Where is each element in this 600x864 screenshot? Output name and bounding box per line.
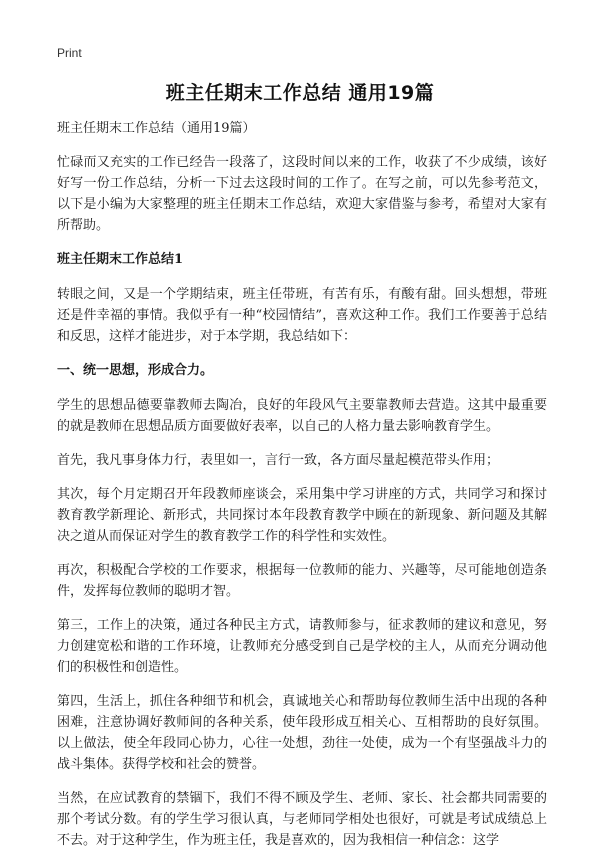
body-paragraph: 再次，积极配合学校的工作要求，根据每一位教师的能力、兴趣等，尽可能地创造条件，发挥每位教师的聪明才智。 (57, 563, 547, 599)
print-label[interactable]: Print (57, 46, 82, 60)
body-paragraph: 首先，我凡事身体力行，表里如一，言行一致，各方面尽量起模范带头作用； (57, 453, 500, 468)
section-title: 班主任期末工作总结1 (57, 252, 184, 267)
document-subtitle: 班主任期末工作总结（通用19篇） (57, 121, 256, 136)
body-paragraph: 当然，在应试教育的禁锢下，我们不得不顾及学生、老师、家长、社会都共同需要的那个考试分数。有的学生学习很认真，与老师同学相处也很好，可就是考试成绩总上不去。对于这种学生，作为班主任，我是喜欢的，因为我相信一种信念：这学 (57, 791, 547, 848)
body-paragraph: 第三，工作上的决策，通过各种民主方式，请教师参与，征求教师的建议和意见，努力创建宽松和谐的工作环境，让教师充分感受到自己是学校的主人，从而充分调动他们的积极性和创造性。 (57, 618, 547, 675)
document-body (57, 118, 547, 864)
document-title: 班主任期末工作总结 通用19篇 (165, 82, 435, 104)
body-paragraph: 第四，生活上，抓住各种细节和机会，真诚地关心和帮助每位教师生活中出现的各种困难，注意协调好教师间的各种关系，使年段形成互相关心、互相帮助的良好氛围。以上做法，使全年段同心协力，心往一处想，劲往一处使，成为一个有坚强战斗力的战斗集体。获得学校和社会的赞誉。 (57, 694, 547, 772)
intro-paragraph: 忙碌而又充实的工作已经告一段落了，这段时间以来的工作，收获了不少成绩，该好好写一份工作总结，分析一下过去这段时间的工作了。在写之前，可以先参考范文，以下是小编为大家整理的班主任期末工作总结，欢迎大家借鉴与参考，希望对大家有所帮助。 (57, 155, 547, 233)
body-paragraph: 学生的思想品德要靠教师去陶冶，良好的年段风气主要靠教师去营造。这其中最重要的就是教师在思想品质方面要做好表率，以自己的人格力量去影响教育学生。 (57, 398, 547, 434)
body-paragraph: 其次，每个月定期召开年段教师座谈会，采用集中学习讲座的方式，共同学习和探讨教育教学新理论、新形式，共同探讨本年段教育教学中顾在的新现象、新问题及其解决之道从而保证对学生的教育教学工作的科学性和实效性。 (57, 487, 547, 544)
section-intro-paragraph: 转眼之间，又是一个学期结束，班主任带班，有苦有乐，有酸有甜。回头想想，带班还是件幸福的事情。我似乎有一种“校园情结”，喜欢这种工作。我们工作要善于总结和反思，这样才能进步，对于本学期，我总结如下： (57, 287, 547, 344)
heading-unify-thoughts: 一、统一思想，形成合力。 (57, 363, 214, 378)
